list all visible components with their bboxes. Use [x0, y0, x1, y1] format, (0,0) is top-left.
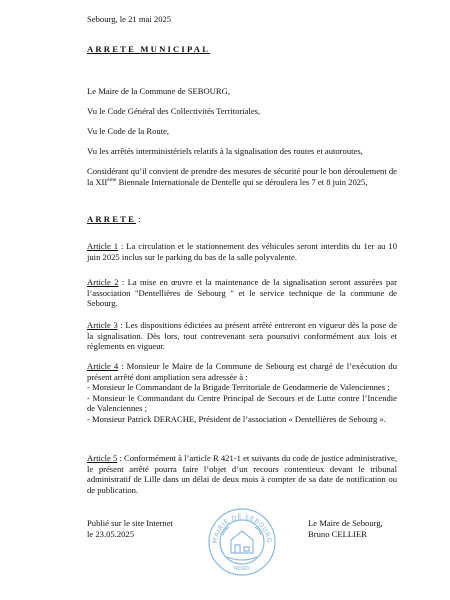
considerant-start: Considérant qu’il convient de prendre des mesures de sécurité pour le bon déroulement de la XII — [87, 166, 397, 187]
recipient-association: - Monsieur Patrick DERACHE, Président de l’association « Dentellières de Sebourg ». — [87, 413, 386, 424]
article-text: : Les dispositions édictées au présent arrêté entreront en vigueur dès la pose de la signalisation. Dès lors, tout contrevenant sera poursuivi conformément aux lois et règlements en vigueur. — [87, 320, 398, 352]
article-label: Article 3 — [87, 320, 118, 330]
publication-line-1: Publié sur le site Internet — [87, 518, 173, 528]
article-5 — [87, 453, 397, 495]
recipient-secours: - Monsieur le Commandant du Centre Principal de Secours et de Lutte contre l’Incendie de Valenciennes ; — [87, 392, 397, 414]
article-1 — [87, 241, 397, 262]
arrete-label: ARRETE — [87, 214, 137, 224]
mayor-signature — [308, 518, 383, 539]
publication-note — [87, 518, 173, 539]
article-4 — [87, 361, 397, 425]
considerant-end: Biennale Internationale de Dentelle qui se déroulera les 7 et 8 juin 2025, — [116, 176, 368, 187]
document-date: Sebourg, le 21 mai 2025 — [87, 14, 172, 24]
signature-name: Bruno CELLIER — [308, 528, 367, 539]
seal-bottom-text: NORD — [233, 566, 251, 572]
visa-arretes: Vu les arrêtés interministériels relatifs à la signalisation des routes et autoroutes, — [87, 146, 363, 156]
signature-title: Le Maire de Sebourg, — [308, 518, 383, 528]
mayor-line: Le Maire de la Commune de SEBOURG, — [87, 86, 230, 96]
article-2 — [87, 277, 397, 309]
seal-ring-text: MAIRIE DE SEBOURG — [210, 512, 274, 544]
considerant-superscript: ème — [107, 176, 117, 183]
article-label: Article 5 — [87, 453, 118, 463]
visa-code-route: Vu le Code de la Route, — [87, 126, 170, 136]
article-3 — [87, 320, 397, 352]
arrete-colon: : — [136, 214, 141, 224]
arrete-heading — [87, 214, 141, 225]
recipient-gendarmerie: - Monsieur le Commandant de la Brigade Territoriale de Gendarmerie de Valenciennes ; — [87, 382, 390, 393]
article-label: Article 1 — [87, 241, 119, 251]
article-text: : Monsieur le Maire de la Commune de Sebourg est chargé de l’exécution du présent arrêté dont ampliation sera adressée à : — [87, 361, 397, 382]
document-title: ARRETE MUNICIPAL — [87, 44, 211, 54]
article-text: : La circulation et le stationnement des véhicules seront interdits du 1er au 10 juin 2025 inclus sur le parking du bas de la salle polyvalente. — [87, 241, 397, 262]
considerant-paragraph — [87, 166, 397, 187]
visa-code-collectivites: Vu le Code Général des Collectivités Territoriales, — [87, 106, 261, 116]
article-label: Article 4 — [87, 361, 119, 371]
seal-graphic — [207, 507, 277, 577]
article-text: : La mise en œuvre et la maintenance de la signalisation seront assurées par l’association "Dentellières de Sebourg " et le service technique de la commune de Sebourg. — [87, 277, 397, 309]
article-label: Article 2 — [87, 277, 119, 287]
publication-line-2: le 23.05.2025 — [87, 528, 135, 539]
article-text: : Conformément à l’article R 421-1 et suivants du code de justice administrative, le présent arrêté pourra faire l’objet d’un recours contentieux devant le tribunal administratif de Lille dans un délai de deux mois à compter de sa date de notification ou de publication. — [87, 453, 398, 495]
municipal-seal-stamp — [207, 507, 277, 577]
